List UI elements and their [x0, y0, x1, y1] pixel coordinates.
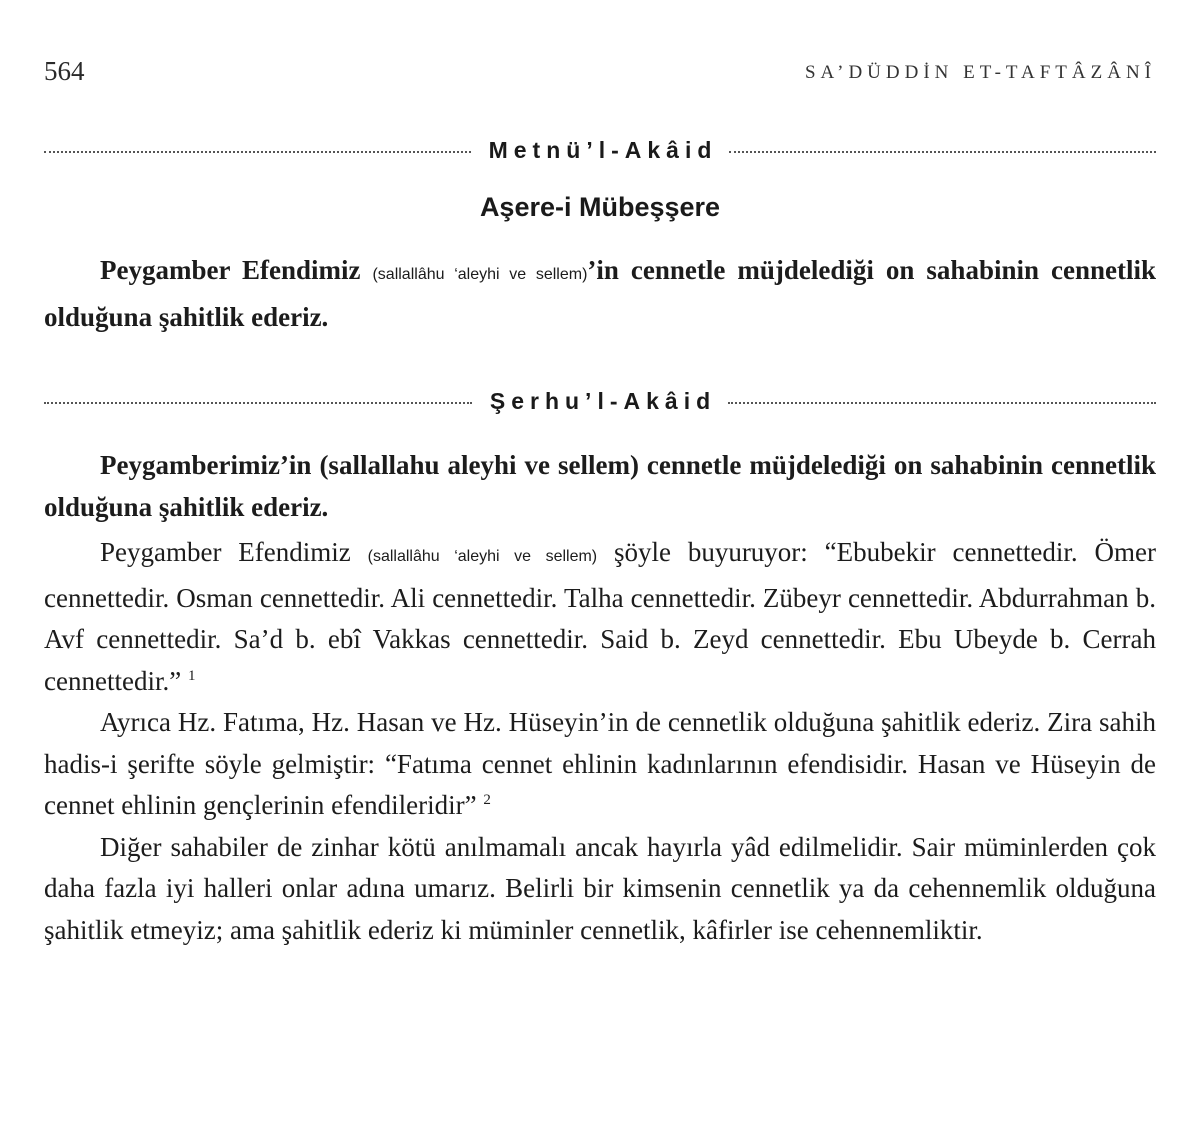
serh-p2-text: Ayrıca Hz. Fatıma, Hz. Hasan ve Hz. Hüseyin’in de cennetlik olduğuna şahitlik ederiz. Zira sahih hadis-i şerifte söyle gelmiştir: “Fatıma cennet ehlinin kadınlarının efendisidir. Hasan ve Hüseyin de cennet ehlinin gençlerinin efendileridir” [44, 707, 1156, 820]
section-label-serh: Şerhu’l-Akâid [489, 387, 717, 414]
metn-part2: ’in cennetle müjdelediği on sahabinin cennetlik olduğuna şahitlik ederiz. [44, 255, 1156, 332]
serh-text [44, 445, 1156, 951]
section-heading: Aşere-i Mübeşşere [479, 192, 721, 222]
serh-p1-honorific: (sallallâhu ‘aleyhi ve sellem) [367, 548, 598, 565]
serh-paragraph-1 [44, 532, 1156, 702]
metn-text [44, 249, 1156, 338]
serh-p1-text: şöyle buyuruyor: “Ebubekir cennettedir. Ömer cennettedir. Osman cennettedir. Ali cennettedir. Talha cennettedir. Zübeyr cennettedir. Abdurrahman b. Avf cennettedir. Sa’d b. ebî Vakkas cennettedir. Said b. Zeyd cennettedir. Ebu Ubeyde b. Cerrah cennettedir.” [44, 537, 1156, 696]
section-divider-metn [44, 133, 1156, 167]
dotted-rule-right [729, 151, 1156, 153]
section-divider-serh [44, 384, 1156, 418]
metn-honorific: (sallallâhu ‘aleyhi ve sellem) [372, 266, 588, 283]
running-head: SA’DÜDDİN ET-TAFTÂZÂNÎ [804, 62, 1156, 83]
dotted-rule-left [44, 151, 471, 153]
metn-part1: Peygamber Efendimiz [100, 255, 373, 285]
dotted-rule-right [728, 402, 1156, 404]
serh-p1-start: Peygamber Efendimiz [100, 537, 368, 567]
serh-paragraph-3: Diğer sahabiler de zinhar kötü anılmamalı ancak hayırla yâd edilmelidir. Sair müminlerden çok daha fazla iyi halleri onlar adına umarız. Belirli bir kimsenin cennetlik ya da cehennemlik olduğuna şahitlik etmeyiz; ama şahitlik ederiz ki müminler cennetlik, kâfirler ise cehennemliktir. [44, 831, 1156, 945]
serh-paragraph-2 [44, 702, 1156, 827]
serh-lead-paragraph: Peygamberimiz’in (sallallahu aleyhi ve sellem) cennetle müjdelediği on sahabinin cennetlik olduğuna şahitlik ederiz. [44, 450, 1156, 522]
footnote-marker-2: 2 [483, 792, 491, 808]
dotted-rule-left [44, 402, 472, 404]
page-number: 564 [44, 56, 85, 86]
metn-paragraph [44, 249, 1156, 338]
section-label-metn: Metnü’l-Akâid [488, 136, 718, 163]
footnote-marker-1: 1 [187, 667, 196, 684]
